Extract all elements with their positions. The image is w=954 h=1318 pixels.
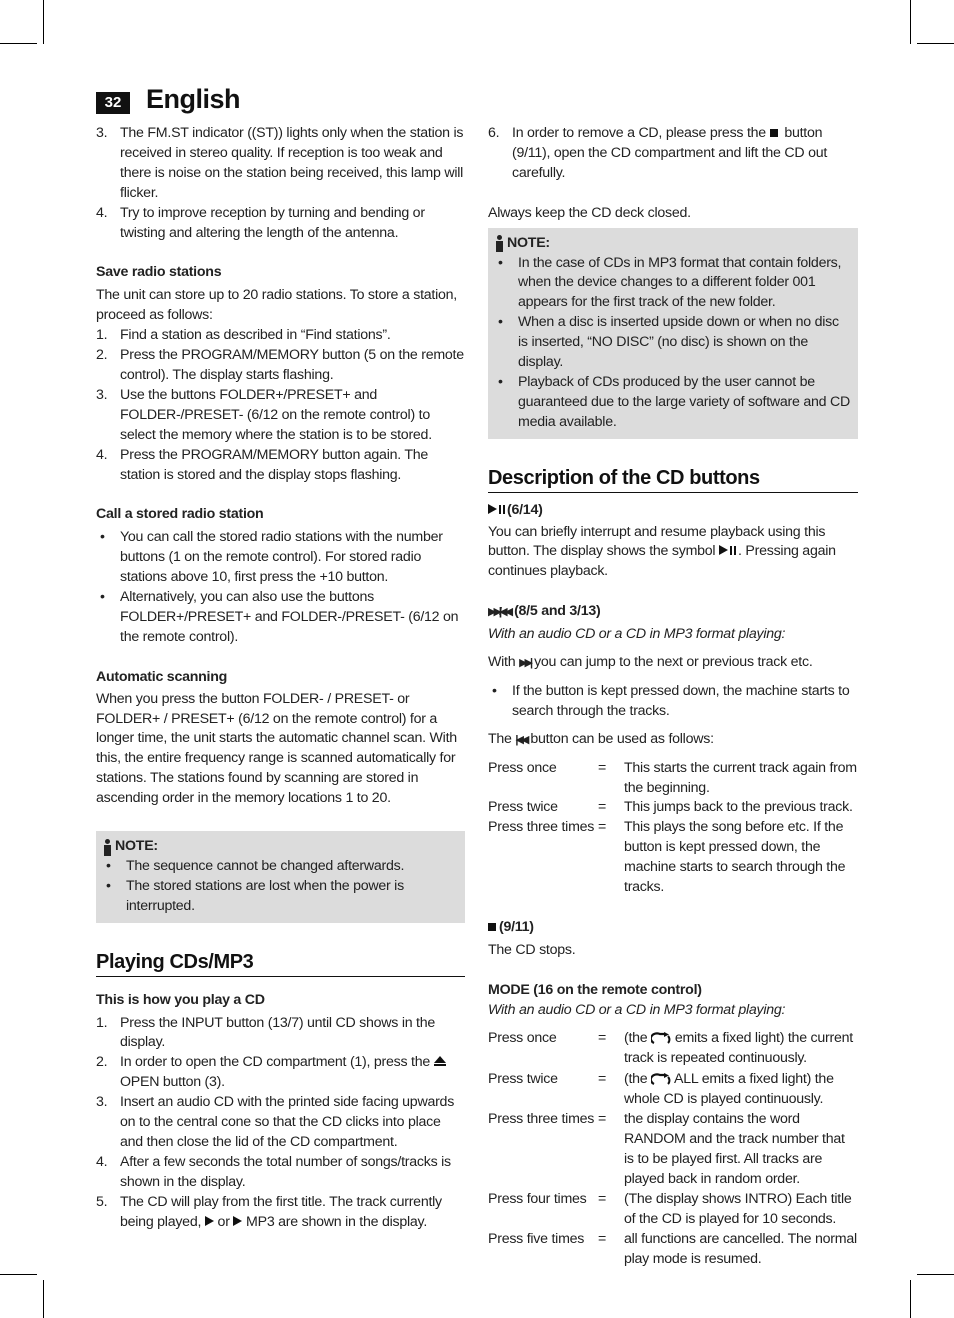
table-cell: This jumps back to the previous track. (624, 799, 853, 816)
table-cell: Press three times (488, 819, 595, 836)
crop-mark (43, 0, 44, 44)
crop-mark (917, 1274, 954, 1275)
table-cell: (The display shows INTRO) Each title of the CD is played for 10 seconds. (624, 1190, 852, 1227)
list-item: 1. Press the INPUT button (13/7) until CD shows in the display. (96, 1014, 436, 1051)
list-item: • Alternatively, you can also use the buttons FOLDER+/PRESET+ and FOLDER-/PRESET- (6/12 on the remote control). (96, 588, 465, 648)
table-cell: = (598, 1029, 607, 1046)
eject-icon (434, 1056, 446, 1063)
paragraph: You can briefly interrupt and resume playback using this button. The display shows the symbol . Pressing again continues playback. (488, 523, 836, 580)
table-cell: (the ALL emits a fixed light) the whole CD is played continuously. (624, 1071, 834, 1108)
paragraph: The |◀◀ button can be used as follows: (488, 730, 858, 751)
table-cell: Press five times (488, 1230, 585, 1247)
section-title: Call a stored radio station (96, 506, 264, 523)
table-cell: = (598, 1111, 607, 1128)
page-number: 32 (96, 92, 130, 114)
note-title: NOTE: (494, 234, 851, 254)
list-item: • If the button is kept pressed down, the machine starts to search through the tracks. (488, 682, 858, 722)
info-icon (494, 235, 504, 252)
crop-mark (917, 43, 954, 44)
pause-icon (730, 546, 736, 555)
paragraph: With an audio CD or a CD in MP3 format playing: (488, 1001, 786, 1018)
list-item: 3. The FM.ST indicator ((ST)) lights only when the station is received in stereo quality. If reception is too weak and there is noise on the station being received, this lamp will flicker. (96, 125, 464, 201)
table-cell: the display contains the word RANDOM and the track number that is to be played first. All tracks are played back in random order. (624, 1111, 845, 1187)
cd-steps-cont (488, 124, 858, 184)
right-column (488, 124, 858, 1270)
call-bullets (96, 528, 465, 647)
info-icon (102, 839, 112, 856)
list-item: 1. Find a station as described in “Find stations”. (96, 327, 391, 344)
table-cell: = (598, 1230, 607, 1247)
table-cell: = (598, 1190, 607, 1207)
table-cell: Press once (488, 759, 557, 776)
left-column (96, 124, 465, 1233)
crop-mark (0, 43, 37, 44)
fm-list (96, 124, 465, 243)
table-cell: = (598, 1071, 607, 1088)
paragraph: The unit can store up to 20 radio stations. To store a station, proceed as follows: (96, 287, 457, 324)
stop-icon (488, 923, 496, 931)
cd-steps (96, 1014, 465, 1233)
table-cell: (the emits a fixed light) the current track is repeated continuously. (624, 1029, 853, 1066)
section-title: MODE (16 on the remote control) (488, 981, 702, 998)
table-cell: This starts the current track again from the beginning. (624, 759, 857, 796)
list-item: • The stored stations are lost when the power is interrupted. (102, 877, 458, 917)
note-box (488, 228, 858, 439)
note-box (96, 831, 465, 923)
previous-icon: |◀◀ (515, 733, 527, 746)
section-title: (9/11) (488, 918, 858, 938)
section-title: This is how you play a CD (96, 991, 265, 1008)
list-item: • You can call the stored radio stations with the number buttons (1 on the remote control). For stored radio stations above 10, first press the +10 button. (96, 528, 465, 588)
list-item: • When a disc is inserted upside down or when no disc is inserted, “NO DISC” (no disc) is shown on the display. (494, 313, 851, 373)
table-cell: Press twice (488, 799, 558, 816)
section-heading: Description of the CD buttons (488, 469, 858, 493)
note-bullets (494, 254, 851, 433)
section-title: Automatic scanning (96, 668, 228, 685)
page-title: English (146, 84, 241, 114)
list-item: 6. In order to remove a CD, please press the button (9/11), open the CD compartment and lift the CD out carefully. (488, 125, 828, 181)
mode-table (488, 1029, 858, 1270)
section-heading: Playing CDs/MP3 (96, 953, 465, 977)
paragraph: With an audio CD or a CD in MP3 format playing: (488, 626, 786, 643)
list-item: 3. Use the buttons FOLDER+/PRESET+ and FOLDER-/PRESET- (6/12 on the remote control) to select the memory where the station is to be stored. (96, 386, 432, 443)
section-title: Save radio stations (96, 264, 222, 281)
table-cell: Press twice (488, 1071, 558, 1088)
play-icon (233, 1216, 242, 1226)
crop-mark (910, 0, 911, 44)
section-title: (6/14) (488, 501, 858, 521)
repeat-icon (651, 1032, 671, 1044)
table-cell: all functions are cancelled. The normal play mode is resumed. (624, 1230, 857, 1267)
paragraph: When you press the button FOLDER- / PRESET- or FOLDER+ / PRESET+ (6/12 on the remote control) for a longer time, the unit starts the automatic channel scan. With this, the entire frequency range is scanned automatically for stations. The stations found by scanning are stored in ascending order in the memory locations 1 to 20. (96, 690, 457, 807)
table-cell: Press four times (488, 1190, 587, 1207)
paragraph: Always keep the CD deck closed. (488, 204, 691, 221)
skip-icon: ▶▶|/|◀◀ (488, 606, 511, 619)
section-title: ▶▶|/|◀◀ (8/5 and 3/13) (488, 602, 858, 623)
list-item: 2. In order to open the CD compartment (1), press the OPEN button (3). (96, 1053, 465, 1093)
table-cell: = (598, 819, 607, 836)
list-item: • In the case of CDs in MP3 format that contain folders, when the device changes to a different folder 001 appears for the first track of the new folder. (494, 254, 851, 314)
table-cell: = (598, 759, 607, 776)
table-cell: Press three times (488, 1111, 595, 1128)
table-cell: This plays the song before etc. If the button is kept pressed down, the machine starts to search through the tracks. (624, 819, 846, 896)
prev-table (488, 759, 858, 898)
list-item: 3. Insert an audio CD with the printed side facing upwards on to the central cone so that the CD clicks into place and then close the lid of the CD compartment. (96, 1094, 455, 1150)
play-icon (205, 1216, 214, 1226)
paragraph: The CD stops. (488, 941, 576, 958)
list-item: 5. The CD will play from the first title. The track currently being played, or MP3 are shown in the display. (96, 1193, 442, 1230)
stop-icon (770, 129, 778, 137)
paragraph: With ▶▶| you can jump to the next or previous track etc. (488, 653, 858, 674)
skip-bullets (488, 682, 858, 722)
table-cell: = (598, 799, 607, 816)
list-item: 4. After a few seconds the total number of songs/tracks is shown in the display. (96, 1153, 451, 1190)
crop-mark (910, 1280, 911, 1318)
table-cell: Press once (488, 1029, 557, 1046)
repeat-icon (651, 1073, 671, 1085)
next-icon: ▶▶| (519, 657, 531, 670)
list-item: 2. Press the PROGRAM/MEMORY button (5 on the remote control). The display starts flashing. (96, 347, 464, 383)
list-item: • The sequence cannot be changed afterwards. (102, 857, 458, 877)
play-icon (488, 504, 497, 514)
list-item: 4. Try to improve reception by turning and bending or twisting and altering the length of the antenna. (96, 204, 425, 241)
list-item: • Playback of CDs produced by the user cannot be guaranteed due to the large variety of software and CD media available. (494, 373, 851, 433)
note-title: NOTE: (102, 837, 458, 857)
crop-mark (43, 1280, 44, 1318)
note-bullets (102, 857, 458, 917)
crop-mark (0, 1274, 37, 1275)
play-icon (719, 545, 728, 555)
save-steps (96, 326, 465, 485)
pause-icon (499, 505, 505, 514)
list-item: 4. Press the PROGRAM/MEMORY button again. The station is stored and the display stops flashing. (96, 446, 429, 483)
